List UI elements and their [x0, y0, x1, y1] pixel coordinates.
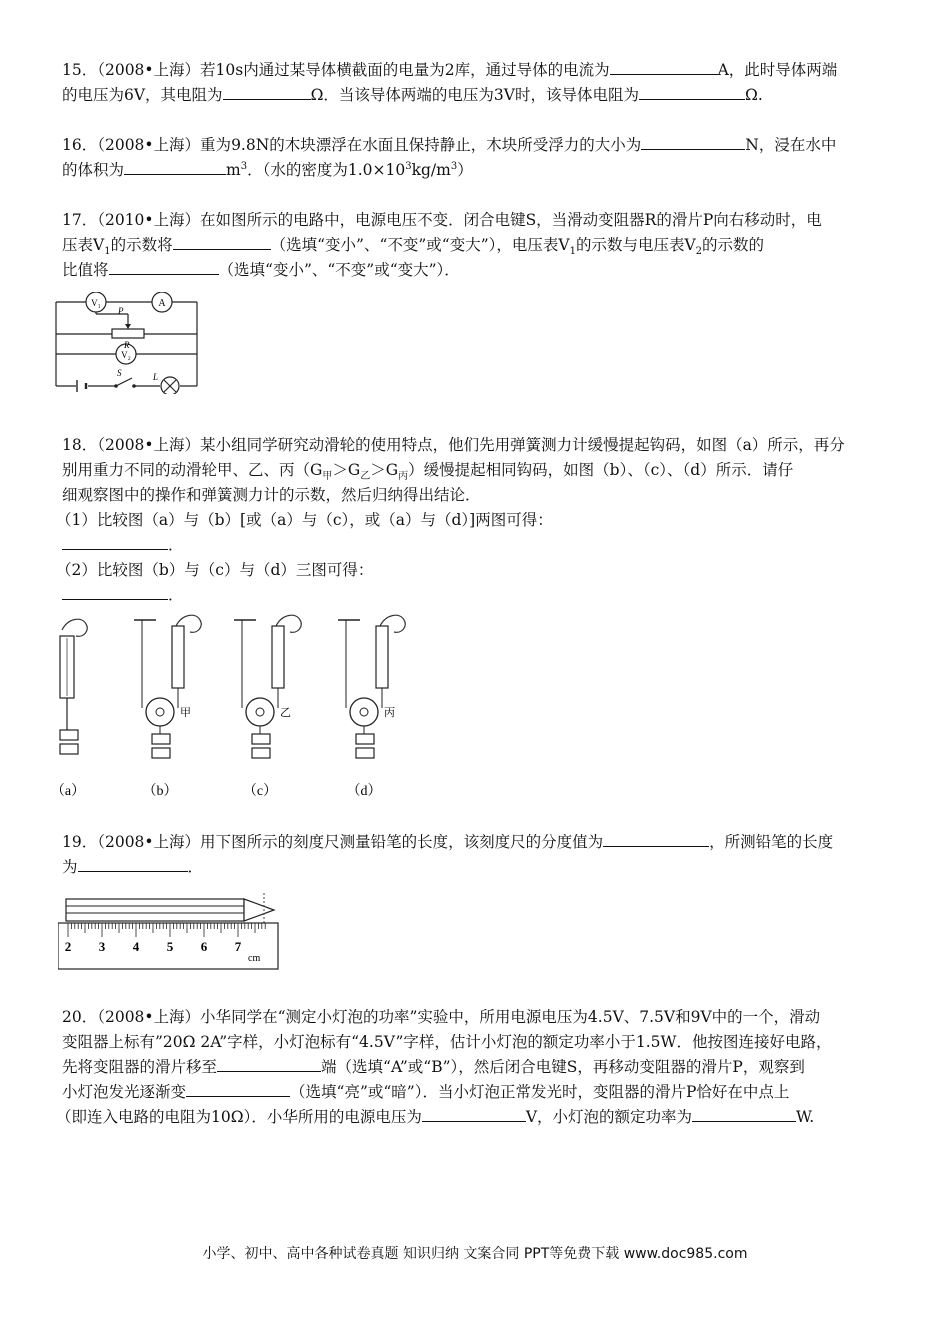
- q20-blank-end[interactable]: [217, 1055, 321, 1072]
- q19-line-1: 19．（2008•上海）用下图所示的刻度尺测量铅笔的长度，该刻度尺的分度值为 ，所测铅笔的长度: [62, 830, 890, 855]
- ruler-tick-label: 6: [200, 939, 208, 954]
- label-yi: 乙: [280, 707, 291, 719]
- label-v1: V₁: [91, 298, 101, 308]
- label-c: （c）: [242, 784, 278, 799]
- q20-line-4: 小灯泡发光逐渐变 （选填“亮”或“暗”）．当小灯泡正常发光时，变阻器的滑片P恰好在中点上: [62, 1080, 890, 1105]
- label-jia: 甲: [180, 707, 191, 719]
- figure-c: [234, 615, 301, 799]
- label-p: P: [118, 306, 124, 316]
- hand-icon: [62, 619, 87, 636]
- figure-d: [338, 615, 405, 799]
- ruler-tick-label: 4: [132, 939, 140, 954]
- label-l: L: [153, 372, 159, 382]
- ruler-tick-label: 5: [166, 939, 174, 954]
- label-b: （b）: [142, 784, 178, 799]
- pencil-tip: [244, 899, 274, 921]
- q18-line-7: ．: [62, 583, 890, 608]
- question-20: [56, 1005, 890, 1130]
- ruler-tick-label: 3: [98, 939, 106, 954]
- q15-line-1: 15．（2008•上海）若10s内通过某导体横截面的电量为2库，通过导体的电流为 A，此时导体两端: [62, 58, 890, 83]
- weight-icon: [252, 748, 270, 758]
- label-s: S: [117, 368, 122, 378]
- label-d: （d）: [346, 784, 382, 799]
- q20-line-2: 变阻器上标有”20Ω 2A”字样，小灯泡标有“4.5V”字样，估计小灯泡的额定功率小于1.5W．他按图连接好电路，: [62, 1033, 832, 1051]
- q20-blank-brightness[interactable]: [186, 1080, 290, 1097]
- q20-line-1: 20．（2008•上海）小华同学在“测定小灯泡的功率”实验中，所用电源电压为4.5V、7.5V和9V中的一个，滑动: [62, 1008, 821, 1026]
- question-18: [56, 433, 890, 608]
- q16-blank-volume[interactable]: [124, 158, 226, 175]
- q15-line-2: 的电压为6V，其电阻为 Ω．当该导体两端的电压为3V时，该导体电阻为 Ω.: [62, 83, 890, 108]
- ruler-tick-label: 7: [234, 939, 242, 954]
- q19-line-2: 为 ．: [62, 855, 890, 880]
- spring-scale-icon: [376, 626, 388, 688]
- label-a: （a）: [50, 784, 86, 799]
- q17-line-3: 比值将 （选填“变小”、“不变”或“变大”）．: [62, 258, 890, 283]
- q20-line-3: 先将变阻器的滑片移至 端（选填“A”或“B”），然后闭合电键S，再移动变阻器的滑片P，观察到: [62, 1055, 890, 1080]
- q19-blank-length[interactable]: [78, 855, 188, 872]
- ruler-tick-label: 2: [64, 939, 72, 954]
- weight-icon: [152, 748, 170, 758]
- q18-line-5: ．: [62, 533, 890, 558]
- q19-ruler-diagram: [58, 893, 280, 973]
- weight-icon: [152, 734, 170, 744]
- weight-icon: [356, 748, 374, 758]
- label-a: A: [158, 298, 166, 309]
- q20-blank-voltage[interactable]: [422, 1105, 526, 1122]
- q18-line-1: 18．（2008•上海）某小组同学研究动滑轮的使用特点，他们先用弹簧测力计缓慢提起钩码，如图（a）所示，再分: [62, 436, 845, 454]
- q17-line-1: 17．（2010•上海）在如图所示的电路中，电源电压不变．闭合电键S，当滑动变阻器R的滑片P向右移动时，电: [62, 211, 822, 229]
- q17-blank-ratio[interactable]: [109, 258, 219, 275]
- weight-icon: [60, 730, 78, 740]
- q18-line-2: 别用重力不同的动滑轮甲、乙、丙$(G_甲>G_乙>G_丙)$缓慢提起相同钩码，如图（b）、（c）、（d）所示．请仔: [62, 461, 794, 483]
- q17-blank-v1[interactable]: [173, 233, 271, 250]
- page-footer: 小学、初中、高中各种试卷真题 知识归纳 文案合同 PPT等免费下载 www.doc985.com: [202, 1246, 748, 1262]
- slider-arrow-icon: [125, 324, 131, 329]
- q18-line-4: （1）比较图（a）与（b）[或（a）与（c），或（a）与（d）]两图可得：: [56, 511, 553, 529]
- q16-blank-buoyancy[interactable]: [641, 133, 745, 150]
- label-v2: V₂: [121, 350, 131, 360]
- q20-blank-power[interactable]: [692, 1105, 796, 1122]
- question-17: [62, 208, 890, 283]
- q19-blank-division[interactable]: [603, 830, 709, 847]
- question-15: [62, 58, 890, 108]
- weight-icon: [60, 744, 78, 754]
- q16-line-2: 的体积为 $m^3$．（水的密度为$1.0\times 10^3kg/m^3$）: [62, 158, 890, 183]
- q15-blank-current[interactable]: [610, 58, 718, 75]
- spring-scale-icon: [272, 626, 284, 688]
- pencil-body: [66, 899, 244, 921]
- q18-pulley-diagram: [48, 608, 418, 803]
- q16-line-1: 16．（2008•上海）重为9.8N的木块漂浮在水面且保持静止，木块所受浮力的大小为 N，浸在水中: [62, 133, 890, 158]
- q18-line-3: 细观察图中的操作和弹簧测力计的示数，然后归纳得出结论．: [62, 486, 481, 504]
- question-16: [62, 133, 890, 183]
- q18-blank-2[interactable]: [62, 583, 168, 600]
- label-r: R: [124, 340, 130, 350]
- q18-line-6: （2）比较图（b）与（c）与（d）三图可得：: [56, 561, 374, 579]
- q17-line-2: 压表$V_1$的示数将 （选填“变小”、“不变”或“变大”），电压表$V_1$的示数与电压表$V_2$的示数的: [62, 233, 890, 258]
- q15-blank-resistance[interactable]: [223, 83, 311, 100]
- q20-line-5: （即连入电路的电阻为10Ω）．小华所用的电源电压为 V，小灯泡的额定功率为 W.: [56, 1105, 890, 1130]
- label-bing: 丙: [384, 707, 395, 719]
- weight-icon: [356, 734, 374, 744]
- q15-blank-resistance-2[interactable]: [639, 83, 745, 100]
- question-19: [62, 830, 890, 880]
- q18-blank-1[interactable]: [62, 533, 168, 550]
- q17-circuit-diagram: [52, 292, 202, 394]
- weight-icon: [252, 734, 270, 744]
- ruler-unit-label: cm: [248, 953, 261, 964]
- figure-a: [51, 619, 87, 799]
- figure-b: [134, 615, 201, 799]
- spring-scale-icon: [172, 626, 184, 688]
